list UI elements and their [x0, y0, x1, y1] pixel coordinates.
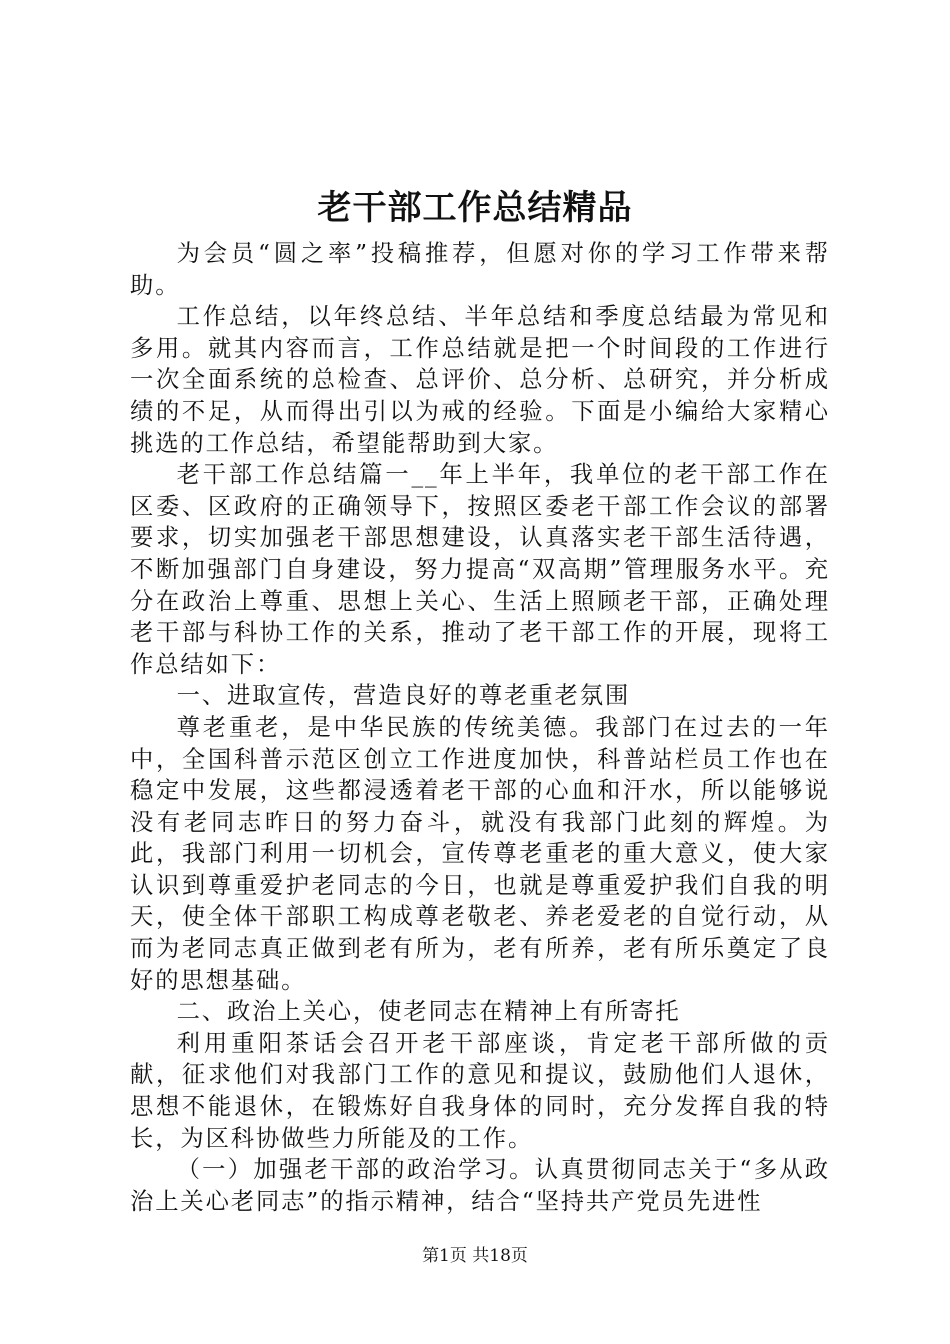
paragraph-tea-party: 利用重阳茶话会召开老干部座谈，肯定老干部所做的贡献，征求他们对我部门工作的意见和提议，鼓励他们人退休，思想不能退休，在锻炼好自我身体的同时，充分发挥自我的特长，为区科协做些力所能及的工作。 [130, 1029, 830, 1152]
page-total: 共18页 [472, 1246, 528, 1266]
section-heading-1: 一、进取宣传，营造良好的尊老重老氛围 [176, 682, 631, 710]
section-heading-2: 二、政治上关心，使老同志在精神上有所寄托 [176, 998, 681, 1026]
paragraph-summary-definition: 工作总结，以年终总结、半年总结和季度总结最为常见和多用。就其内容而言，工作总结就是把一个时间段的工作进行一次全面系统的总检查、总评价、总分析、总研究，并分析成绩的不足，从而得出引以为戒的经验。下面是小编给大家精心挑选的工作总结，希望能帮助到大家。 [130, 303, 830, 457]
page-number: 第1页 [422, 1246, 467, 1266]
paragraph-political-study: （一）加强老干部的政治学习。认真贯彻同志关于“多从政治上关心老同志”的指示精神，结合“坚持共产党员先进性 [130, 1156, 830, 1215]
document-body [130, 238, 830, 1217]
paragraph-article-one: 老干部工作总结篇一__年上半年，我单位的老干部工作在区委、区政府的正确领导下，按照区委老干部工作会议的部署要求，切实加强老干部思想建设，认真落实老干部生活待遇，不断加强部门自身建设，努力提高“双高期”管理服务水平。充分在政治上尊重、思想上关心、生活上照顾老干部，正确处理老干部与科协工作的关系，推动了老干部工作的开展，现将工作总结如下： [130, 461, 830, 678]
paragraph-respect-elders: 尊老重老，是中华民族的传统美德。我部门在过去的一年中，全国科普示范区创立工作进度加快，科普站栏员工作也在稳定中发展，这些都浸透着老干部的心血和汗水，所以能够说没有老同志昨日的努力奋斗，就没有我部门此刻的辉煌。为此，我部门利用一切机会，宣传尊老重老的重大意义，使大家认识到尊重爱护老同志的今日，也就是尊重爱护我们自我的明天，使全体干部职工构成尊老敬老、养老爱老的自觉行动，从而为老同志真正做到老有所为，老有所养，老有所乐奠定了良好的思想基础。 [130, 713, 830, 994]
document-title: 老干部工作总结精品 [317, 188, 633, 228]
paragraph-intro: 为会员“圆之率”投稿推荐，但愿对你的学习工作带来帮助。 [130, 240, 830, 299]
page-footer [0, 1244, 950, 1268]
